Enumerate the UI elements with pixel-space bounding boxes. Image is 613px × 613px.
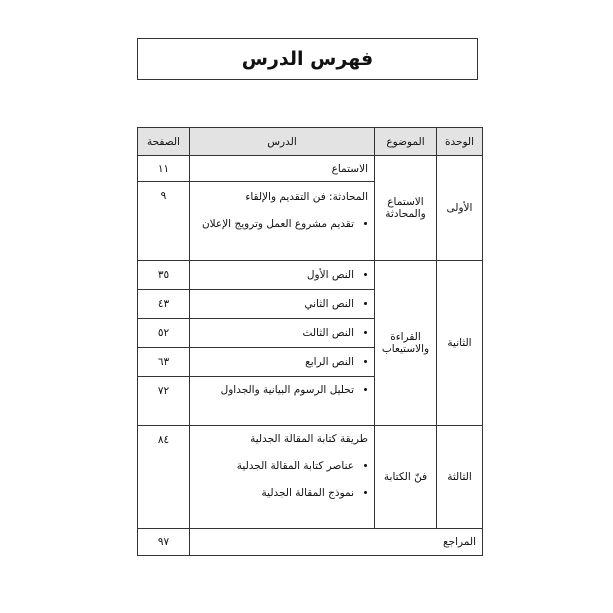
- lesson-cell: [190, 319, 375, 348]
- lesson-bullet: • عناصر كتابة المقالة الجدلية: [196, 457, 354, 476]
- header-row: [138, 128, 483, 156]
- lesson-cell: [190, 290, 375, 319]
- unit-cell: الثالثة: [437, 426, 483, 529]
- page-cell: ٩: [138, 182, 190, 261]
- lesson-cell: [190, 377, 375, 426]
- unit-cell: الأولى: [437, 156, 483, 261]
- topic-cell: الاستماع والمحادثة: [375, 156, 437, 261]
- lesson-text: طريقة كتابة المقالة الجدلية: [250, 433, 368, 445]
- lesson-bullet: • النص الرابع: [196, 353, 354, 372]
- header-unit: الوحدة: [437, 128, 483, 156]
- lesson-cell: الاستماع: [190, 156, 375, 182]
- header-lesson: الدرس: [190, 128, 375, 156]
- page-cell: ٥٢: [138, 319, 190, 348]
- references-row: [138, 529, 483, 556]
- table-row: [138, 426, 483, 529]
- lesson-bullet: • تحليل الرسوم البيانية والجداول: [196, 381, 354, 400]
- lesson-cell: [190, 182, 375, 261]
- page-cell: ١١: [138, 156, 190, 182]
- lesson-cell: [190, 261, 375, 290]
- page-cell: ٧٢: [138, 377, 190, 426]
- lesson-text: المحادثة: فن التقديم والإلقاء: [245, 191, 368, 203]
- topic-cell: فنّ الكتابة: [375, 426, 437, 529]
- lesson-bullet: • النص الثالث: [196, 324, 354, 343]
- lesson-cell: [190, 426, 375, 529]
- page-cell: ٨٤: [138, 426, 190, 529]
- topic-cell: القراءة والاستيعاب: [375, 261, 437, 426]
- header-topic: الموضوع: [375, 128, 437, 156]
- lesson-bullet: • النص الأول: [196, 266, 354, 285]
- unit-cell: الثانية: [437, 261, 483, 426]
- header-page: الصفحة: [138, 128, 190, 156]
- page-cell: ٦٣: [138, 348, 190, 377]
- references-page: ٩٧: [138, 529, 190, 556]
- lesson-bullet: • تقديم مشروع العمل وترويج الإعلان: [196, 215, 354, 234]
- page-title: فهرس الدرس: [241, 48, 374, 70]
- title-box: [137, 38, 478, 80]
- page-cell: ٣٥: [138, 261, 190, 290]
- table-row: [138, 261, 483, 290]
- lesson-bullet: • النص الثاني: [196, 295, 354, 314]
- lesson-bullet: • نموذج المقالة الجدلية: [196, 484, 354, 503]
- table-row: [138, 156, 483, 182]
- index-table: [137, 127, 483, 556]
- references-label: المراجع: [190, 529, 483, 556]
- lesson-cell: [190, 348, 375, 377]
- page-cell: ٤٣: [138, 290, 190, 319]
